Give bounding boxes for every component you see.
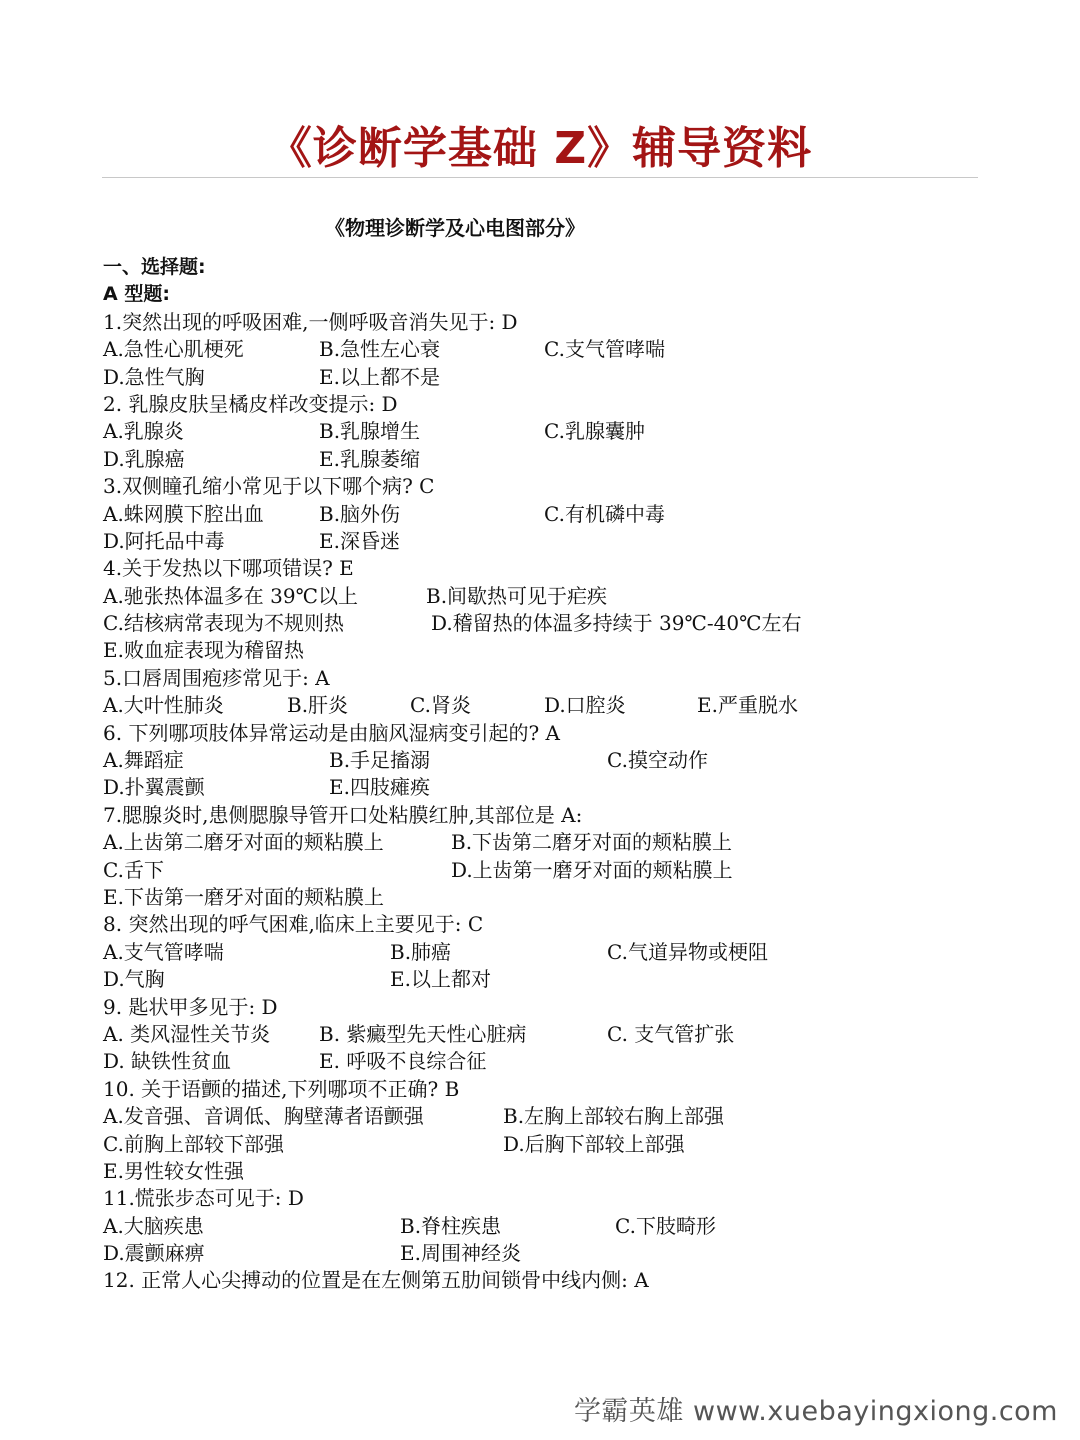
answer-option: C.下肢畸形 (615, 1213, 716, 1238)
answer-option: E.以上都对 (390, 967, 491, 992)
answer-option: D. 缺铁性贫血 (103, 1049, 232, 1074)
answer-option: A.上齿第二磨牙对面的颊粘膜上 (103, 830, 384, 855)
answer-option: B.肝炎 (287, 693, 349, 718)
answer-option: C.支气管哮喘 (544, 337, 665, 362)
type-heading: A 型题: (103, 283, 170, 306)
answer-option: D.后胸下部较上部强 (503, 1131, 685, 1156)
answer-option: E.四肢瘫痪 (329, 775, 430, 800)
options-row (103, 884, 1003, 911)
options-row (103, 610, 1003, 637)
answer-option: B.左胸上部较右胸上部强 (503, 1104, 725, 1129)
question-stem: 9. 匙状甲多见于: D (103, 994, 278, 1019)
document-title: 《诊断学基础 Z》辅导资料 (267, 123, 813, 174)
answer-option: E.败血症表现为稽留热 (103, 638, 304, 663)
options-row (103, 418, 1003, 445)
options-row (103, 446, 1003, 473)
options-row (103, 1048, 1003, 1075)
answer-option: E.乳腺萎缩 (319, 446, 420, 471)
answer-option: B.手足搐溺 (329, 748, 431, 773)
question-stem: 10. 关于语颤的描述,下列哪项不正确? B (103, 1076, 460, 1101)
answer-option: E.下齿第一磨牙对面的颊粘膜上 (103, 884, 384, 909)
answer-option: B.脊柱疾患 (400, 1213, 502, 1238)
options-row (103, 939, 1003, 966)
answer-option: A.发音强、音调低、胸壁薄者语颤强 (103, 1104, 424, 1129)
answer-option: A.舞蹈症 (103, 748, 184, 773)
title-divider (102, 177, 978, 178)
answer-option: C.摸空动作 (607, 748, 708, 773)
answer-option: C.肾炎 (410, 693, 471, 718)
answer-option: E.男性较女性强 (103, 1158, 244, 1183)
question-stem: 2. 乳腺皮肤呈橘皮样改变提示: D (103, 391, 398, 416)
answer-option: C.有机磷中毒 (544, 501, 665, 526)
options-row (103, 637, 1003, 664)
options-row (103, 583, 1003, 610)
document-subtitle: 《物理诊断学及心电图部分》 (325, 216, 585, 240)
options-row (103, 1158, 1003, 1185)
answer-option: B.急性左心衰 (319, 337, 441, 362)
answer-option: D.阿托品中毒 (103, 528, 225, 553)
question-list (103, 254, 1003, 1295)
answer-option: E.以上都不是 (319, 364, 440, 389)
answer-option: D.口腔炎 (544, 693, 626, 718)
section-heading: 一、选择题: (103, 256, 206, 278)
question-stem: 1.突然出现的呼吸困难,一侧呼吸音消失见于: D (103, 309, 518, 334)
options-row (103, 336, 1003, 363)
answer-option: A.乳腺炎 (103, 419, 184, 444)
options-row (103, 966, 1003, 993)
answer-option: B.乳腺增生 (319, 419, 421, 444)
answer-option: B. 紫癜型先天性心脏病 (319, 1021, 527, 1046)
answer-option: E.严重脱水 (697, 693, 798, 718)
question-stem: 6. 下列哪项肢体异常运动是由脑风湿病变引起的? A (103, 720, 560, 745)
answer-option: A.大脑疾患 (103, 1213, 204, 1238)
answer-option: E.深昏迷 (319, 528, 400, 553)
site-watermark: 学霸英雄 www.xuebayingxiong.com (573, 1396, 1058, 1427)
answer-option: D.扑翼震颤 (103, 775, 205, 800)
options-row (103, 1021, 1003, 1048)
options-row (103, 1131, 1003, 1158)
answer-option: C.气道异物或梗阻 (607, 939, 768, 964)
answer-option: D.气胸 (103, 967, 165, 992)
answer-option: A.大叶性肺炎 (103, 693, 224, 718)
options-row (103, 857, 1003, 884)
answer-option: C.结核病常表现为不规则热 (103, 611, 344, 636)
options-row (103, 364, 1003, 391)
answer-option: A.蛛网膜下腔出血 (103, 501, 264, 526)
options-row (103, 692, 1003, 719)
answer-option: B.肺癌 (390, 939, 452, 964)
options-row (103, 528, 1003, 555)
question-stem: 3.双侧瞳孔缩小常见于以下哪个病? C (103, 474, 435, 499)
answer-option: A.急性心肌梗死 (103, 337, 244, 362)
question-stem: 11.慌张步态可见于: D (103, 1186, 304, 1211)
answer-option: D.急性气胸 (103, 364, 205, 389)
options-row (103, 1213, 1003, 1240)
answer-option: C.乳腺囊肿 (544, 419, 645, 444)
options-row (103, 1103, 1003, 1130)
answer-option: A.支气管哮喘 (103, 939, 224, 964)
question-stem: 5.口唇周围疱疹常见于: A (103, 665, 330, 690)
answer-option: B.下齿第二磨牙对面的颊粘膜上 (451, 830, 733, 855)
question-stem: 4.关于发热以下哪项错误? E (103, 556, 354, 581)
answer-option: E.周围神经炎 (400, 1241, 521, 1266)
options-row (103, 829, 1003, 856)
answer-option: C. 支气管扩张 (607, 1021, 735, 1046)
answer-option: E. 呼吸不良综合征 (319, 1049, 487, 1074)
answer-option: A.驰张热体温多在 39℃以上 (103, 583, 358, 608)
answer-option: D.稽留热的体温多持续于 39℃-40℃左右 (431, 611, 802, 636)
question-stem: 7.腮腺炎时,患侧腮腺导管开口处粘膜红肿,其部位是 A: (103, 802, 583, 827)
question-stem: 8. 突然出现的呼气困难,临床上主要见于: C (103, 912, 484, 937)
answer-option: A. 类风湿性关节炎 (103, 1021, 271, 1046)
answer-option: C.前胸上部较下部强 (103, 1131, 284, 1156)
answer-option: D.乳腺癌 (103, 446, 185, 471)
question-stem: 12. 正常人心尖搏动的位置是在左侧第五肋间锁骨中线内侧: A (103, 1268, 649, 1293)
answer-option: C.舌下 (103, 857, 164, 882)
options-row (103, 747, 1003, 774)
answer-option: D.震颤麻痹 (103, 1241, 205, 1266)
answer-option: B.间歇热可见于疟疾 (426, 583, 608, 608)
options-row (103, 501, 1003, 528)
options-row (103, 774, 1003, 801)
options-row (103, 1240, 1003, 1267)
answer-option: D.上齿第一磨牙对面的颊粘膜上 (451, 857, 733, 882)
answer-option: B.脑外伤 (319, 501, 401, 526)
